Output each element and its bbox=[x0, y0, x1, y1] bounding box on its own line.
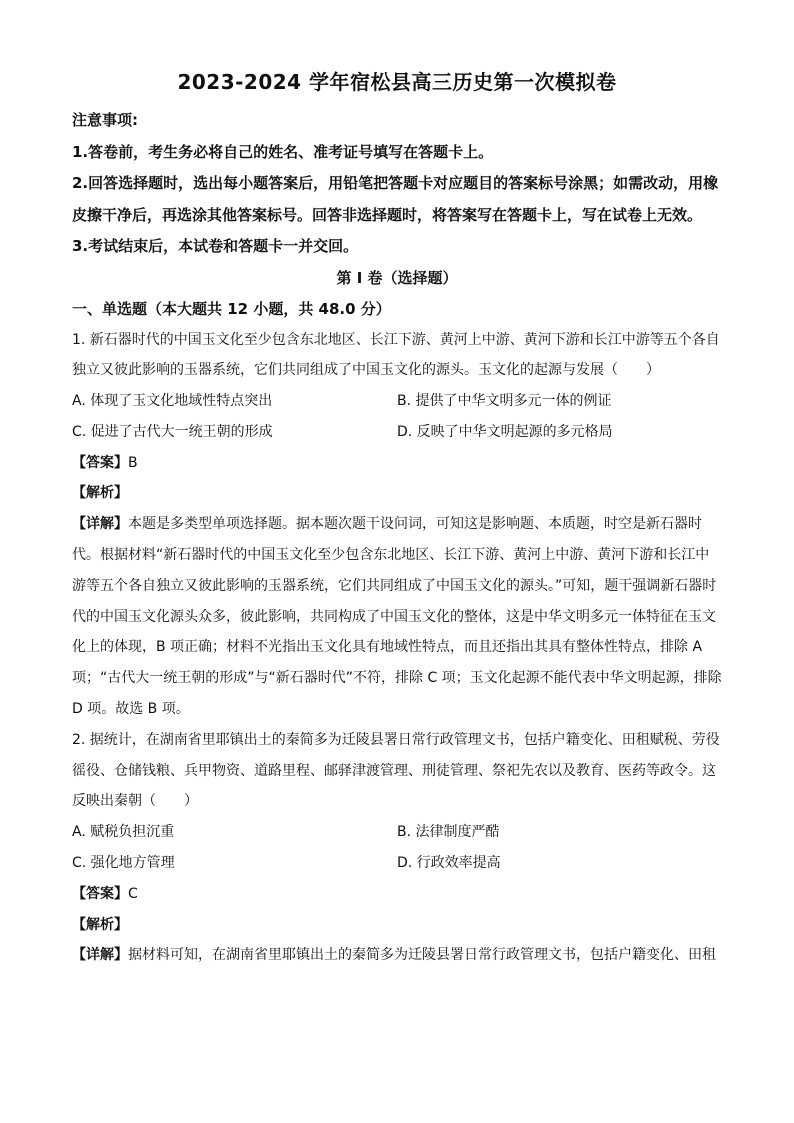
option-c: C. 促进了古代大一统王朝的形成 bbox=[72, 423, 273, 440]
option-c: C. 强化地方管理 bbox=[72, 855, 175, 872]
group-title: 一、单选题（本大题共 12 小题，共 48.0 分） bbox=[72, 299, 391, 318]
notes-block bbox=[72, 105, 722, 263]
section-title: 第 I 卷（选择题） bbox=[336, 268, 458, 287]
detail-paragraph bbox=[72, 509, 722, 725]
option-b: B. 提供了中华文明多元一体的例证 bbox=[397, 393, 612, 410]
option-b: B. 法律制度严酷 bbox=[397, 824, 500, 841]
notes-heading: 注意事项: bbox=[72, 111, 138, 129]
note-item: 1.答卷前，考生务必将自己的姓名、准考证号填写在答题卡上。 bbox=[72, 142, 494, 161]
detail-label: 【详解】 bbox=[72, 947, 128, 964]
question-1 bbox=[72, 325, 722, 725]
question-2 bbox=[72, 725, 722, 971]
options-grid bbox=[72, 386, 722, 448]
note-item: 3.考试结束后，本试卷和答题卡一并交回。 bbox=[72, 237, 359, 255]
detail-text: 据材料可知，在湖南省里耶镇出土的秦简多为迁陵县署日常行政管理文书，包括户籍变化、田租 bbox=[128, 947, 716, 964]
option-a: A. 体现了玉文化地域性特点突出 bbox=[72, 393, 273, 410]
option-d: D. 行政效率提高 bbox=[397, 855, 501, 872]
exam-title: 2023-2024 学年宿松县高三历史第一次模拟卷 bbox=[177, 70, 617, 94]
document-page bbox=[72, 66, 722, 971]
analysis-label: 【解析】 bbox=[72, 485, 128, 502]
options-grid bbox=[72, 817, 722, 879]
option-d: D. 反映了中华文明起源的多元格局 bbox=[397, 423, 613, 440]
answer-value: C bbox=[128, 885, 138, 902]
question-stem: 2. 据统计，在湖南省里耶镇出土的秦简多为迁陵县署日常行政管理文书，包括户籍变化、田租赋税、劳役徭役、仓储钱粮、兵甲物资、道路里程、邮驿津渡管理、刑徒管理、祭祀先农以及教育、医药等政令。这反映出秦朝（ ） bbox=[72, 731, 720, 810]
answer-line bbox=[72, 448, 722, 479]
answer-label: 【答案】 bbox=[72, 454, 128, 471]
answer-value: B bbox=[128, 454, 138, 471]
detail-text: 本题是多类型单项选择题。据本题次题干设问词，可知这是影响题、本质题，时空是新石器时代。根据材料“新石器时代的中国玉文化至少包含东北地区、长江下游、黄河上中游、黄河下游和长江中游等五个各自独立又彼此影响的玉器系统，它们共同组成了中国玉文化的源头。”可知，题干强调新石器时代的中国玉文化源头众多，彼此影响，共同构成了中国玉文化的整体，这是中华文明多元一体特征在玉文化上的体现，B 项正确；材料不光指出玉文化具有地域性特点，而且还指出其具有整体性特点，排除 A 项；“古代大一统王朝的形成”与“新石器时代”不符，排除 C 项；玉文化起源不能代表中华文明起源，排除 D 项。故选 B 项。 bbox=[72, 516, 722, 718]
detail-paragraph bbox=[72, 940, 722, 971]
detail-label: 【详解】 bbox=[72, 516, 128, 533]
note-item: 2.回答选择题时，选出每小题答案后，用铅笔把答题卡对应题目的答案标号涂黑；如需改动，用橡皮擦干净后，再选涂其他答案标号。回答非选择题时，将答案写在答题卡上，写在试卷上无效。 bbox=[72, 174, 719, 224]
answer-label: 【答案】 bbox=[72, 885, 128, 902]
analysis-label: 【解析】 bbox=[72, 916, 128, 933]
answer-line bbox=[72, 879, 722, 910]
question-stem: 1. 新石器时代的中国玉文化至少包含东北地区、长江下游、黄河上中游、黄河下游和长江中游等五个各自独立又彼此影响的玉器系统，它们共同组成了中国玉文化的源头。玉文化的起源与发展（ ） bbox=[72, 331, 720, 379]
option-a: A. 赋税负担沉重 bbox=[72, 824, 175, 841]
